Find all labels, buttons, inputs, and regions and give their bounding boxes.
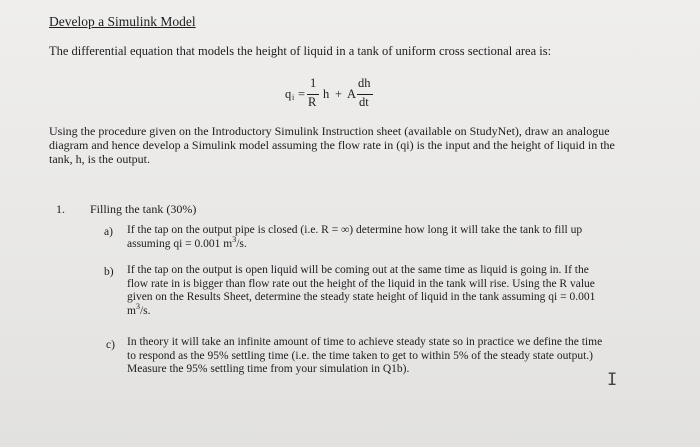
page-title: Develop a Simulink Model (49, 14, 196, 29)
differential-equation (283, 74, 393, 112)
item-c-label: c) (106, 339, 115, 351)
eq-plus: + (335, 87, 343, 101)
item-c-text: In theory it will take an infinite amount of time to achieve steady state so in practice we define the time to respond as the 95% settling time (i.e. the time taken to get to within 5% of the steady state output.) Measure the 95% settling time from your simulation in Q1b). (127, 336, 603, 375)
eq-lhs-sub: i (292, 93, 295, 102)
eq-frac1-den: R (308, 95, 317, 109)
item-b-text: If the tap on the output is open liquid will be coming out at the same time as liquid is going in. If the flow rate in is bigger than flow rate out the height of the liquid in the tank will rise. Using the R value given on the Results Sheet, determine the steady state height of liquid in the tank assuming qi = 0.001 $m^3/s$. (127, 264, 596, 317)
item-b-label: b) (104, 266, 114, 278)
intro-text: The differential equation that models the height of liquid in a tank of uniform cross sectional area is: (49, 44, 552, 58)
eq-frac2-den: dt (359, 95, 369, 109)
item-a-text: If the tap on the output pipe is closed (i.e. R = ∞) determine how long it will take the tank to fill up assuming qi = 0.001 $m^3/s$. (127, 224, 583, 250)
eq-lhs: q (285, 87, 292, 101)
eq-A: A (347, 87, 357, 101)
section-heading: Filling the tank (30%) (90, 202, 197, 216)
text-cursor-icon: I (607, 370, 618, 390)
eq-h: h (323, 87, 330, 101)
section-number: 1. (56, 202, 65, 216)
item-a-label: a) (104, 226, 113, 238)
procedure-paragraph: Using the procedure given on the Introductory Simulink Instruction sheet (available on StudyNet), draw an analogue diagram and hence develop a Simulink model assuming the flow rate in (qi) is the input and the height of liquid in the tank, h, is the output. (49, 124, 615, 166)
eq-equals: = (298, 87, 306, 101)
eq-frac1-num: 1 (310, 76, 317, 90)
eq-frac2-num: dh (358, 76, 371, 90)
